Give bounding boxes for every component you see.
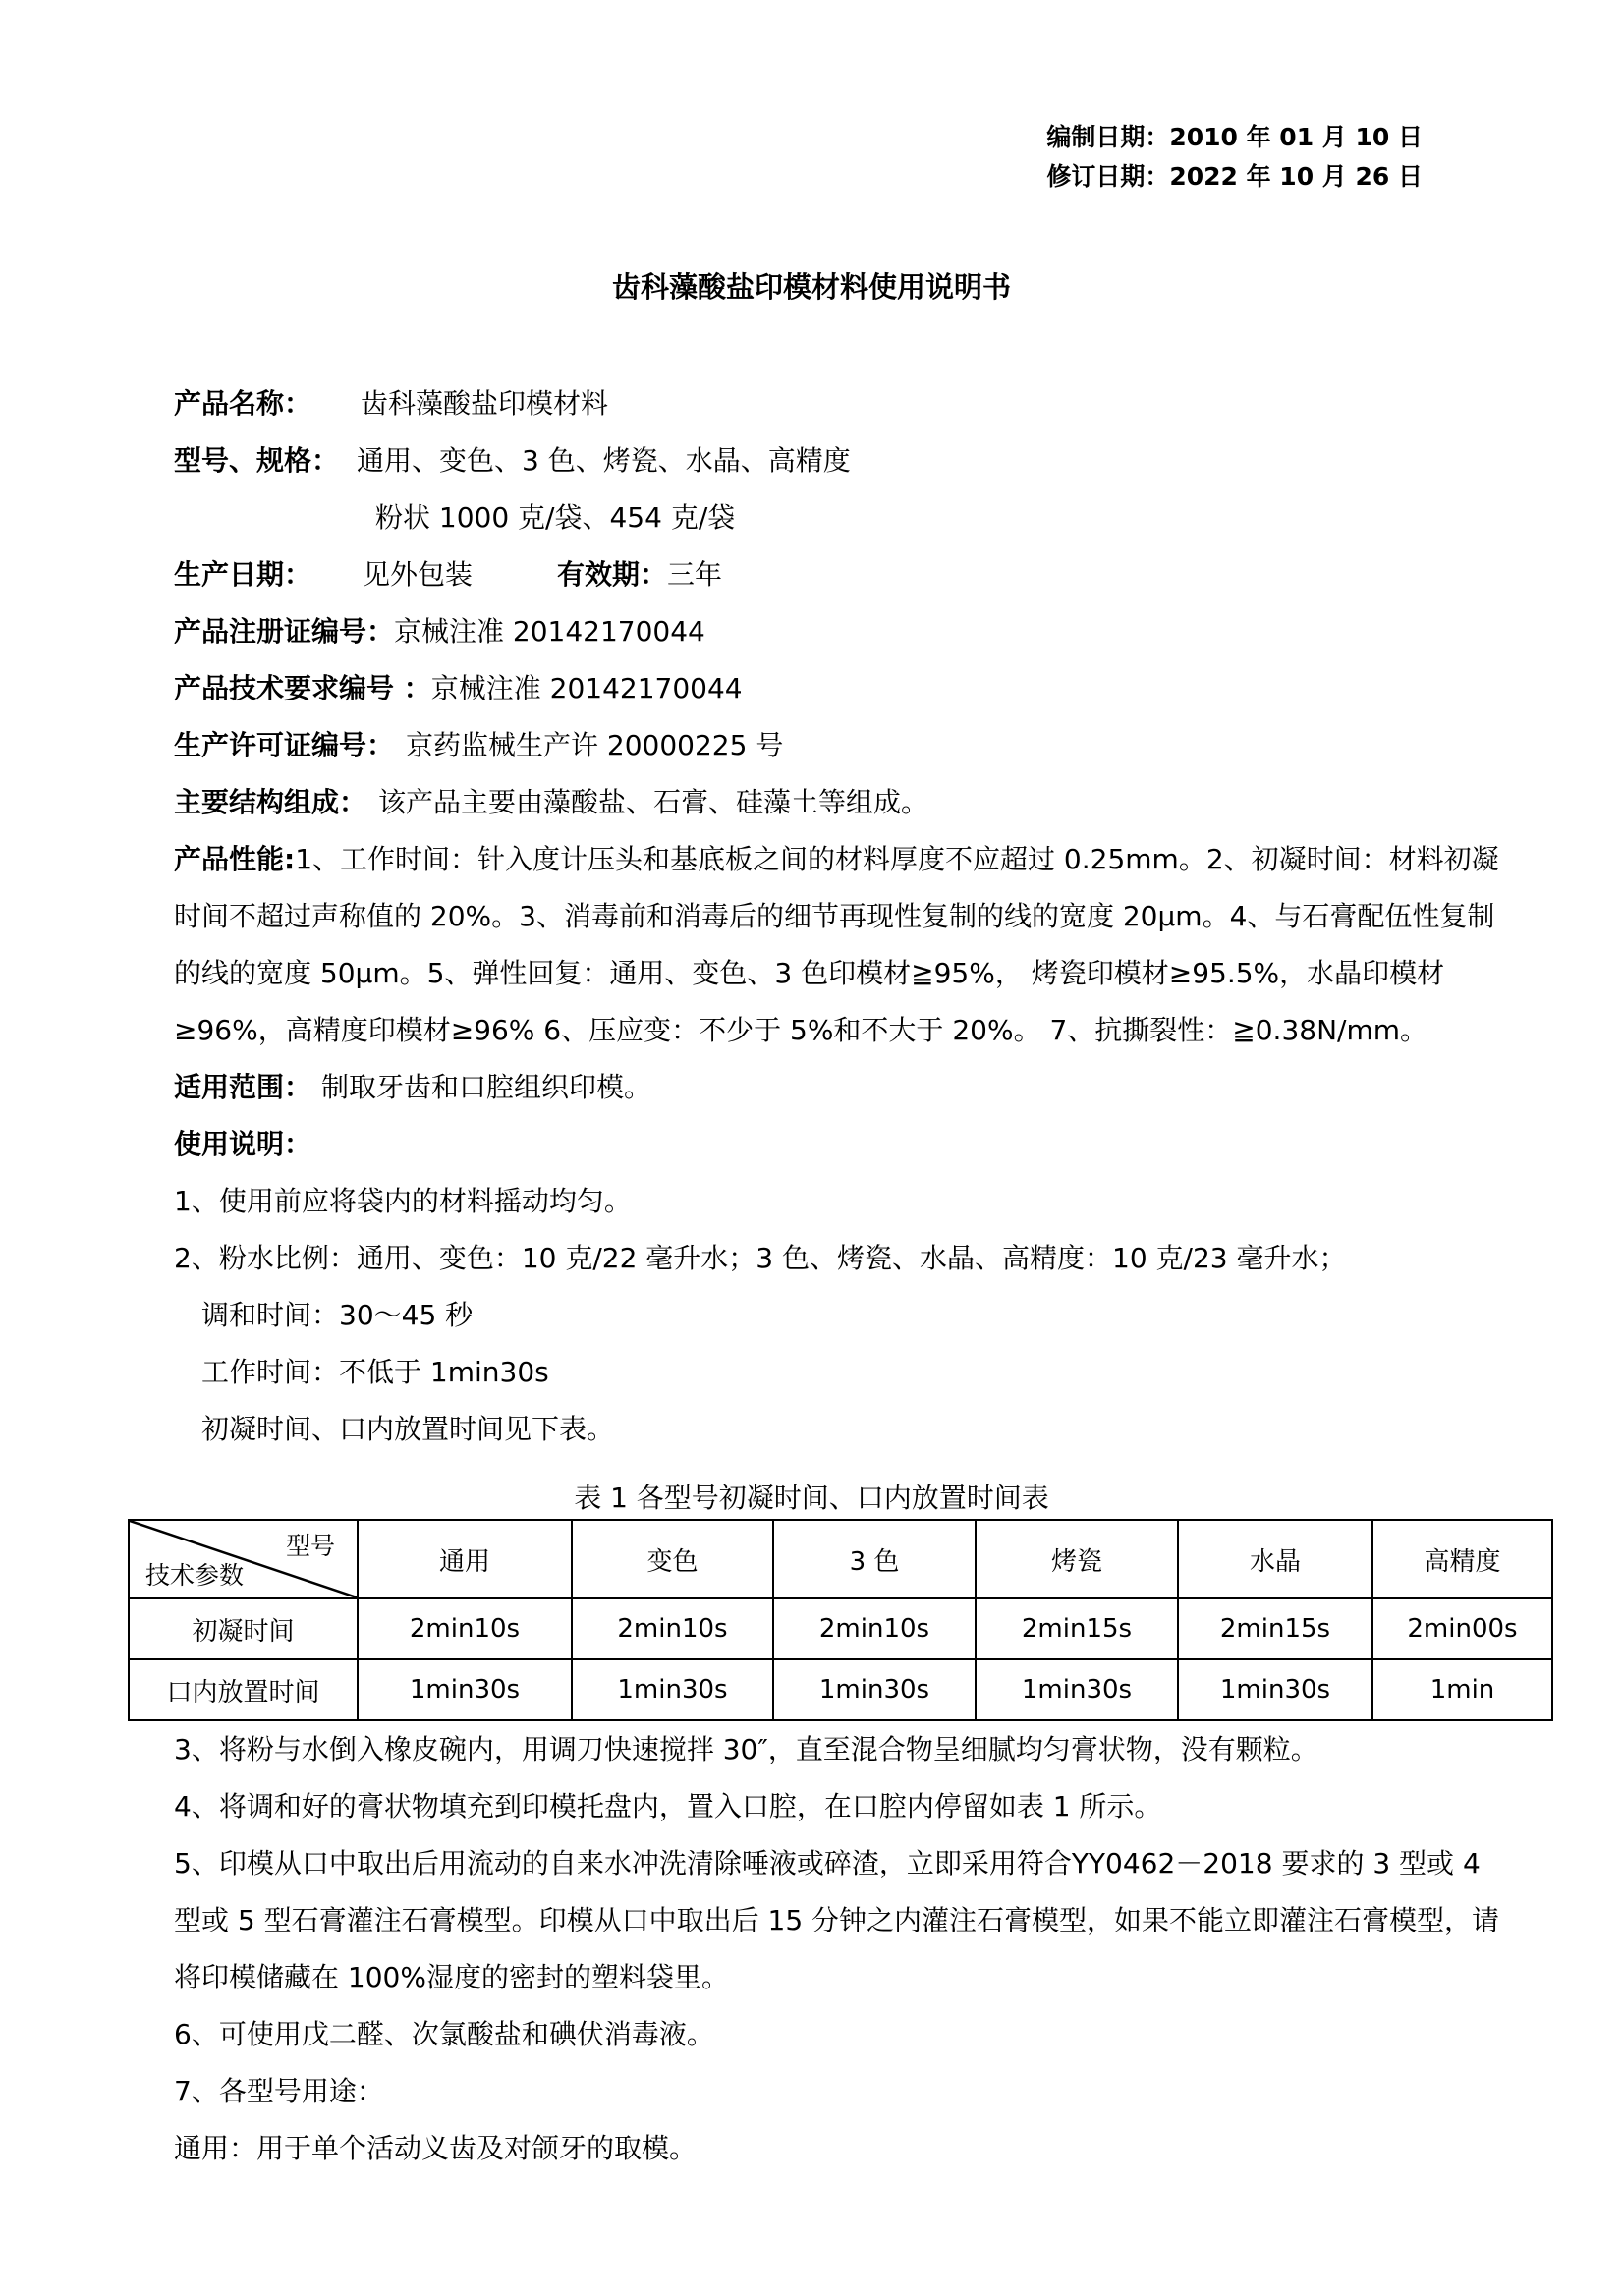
table-cell: 1min30s: [976, 1659, 1178, 1720]
scope-label: 适用范围：: [174, 1071, 312, 1103]
table-header-row: [129, 1520, 1552, 1598]
usage-step-4: 4、将调和好的膏状物填充到印模托盘内，置入口腔，在口腔内停留如表 1 所示。: [174, 1790, 1162, 1822]
table-cell: 2min10s: [358, 1598, 572, 1659]
col-header: 烤瓷: [976, 1520, 1178, 1598]
table-cell: 2min10s: [773, 1598, 976, 1659]
model-label: 型号、规格：: [174, 444, 340, 476]
performance-paragraph: [174, 831, 1510, 1059]
usage-step-1: 1、使用前应将袋内的材料摇动均匀。: [174, 1185, 632, 1217]
corner-param-label: 技术参数: [145, 1561, 245, 1590]
date-block: [1046, 118, 1423, 196]
usage-step-7: 7、各型号用途：: [174, 2075, 384, 2107]
scope-value: 制取牙齿和口腔组织印模。: [321, 1071, 652, 1103]
usage-step-3: 3、将粉与水倒入橡皮碗内，用调刀快速搅拌 30″，直至混合物呈细腻均匀膏状物，没有颗粒。: [174, 1733, 1318, 1765]
tech-line: [174, 660, 1510, 717]
product-name-line: [174, 375, 1510, 432]
reg-value: 京械注准 20142170044: [394, 615, 705, 647]
table-cell: 2min10s: [572, 1598, 773, 1659]
row-label: 口内放置时间: [129, 1659, 358, 1720]
usage-step-2c: 初凝时间、口内放置时间见下表。: [201, 1413, 615, 1445]
col-header: 3 色: [773, 1520, 976, 1598]
reg-line: [174, 603, 1510, 660]
usage-step-2a: 调和时间：30～45 秒: [201, 1299, 474, 1331]
tech-label: 产品技术要求编号 ：: [174, 672, 431, 704]
document-body-continued: [174, 1721, 1510, 2177]
table-cell: 2min00s: [1372, 1598, 1552, 1659]
table-caption: 表 1 各型号初凝时间、口内放置时间表: [574, 1482, 1049, 1514]
setting-time-table: [128, 1519, 1553, 1721]
validity-label: 有效期：: [557, 558, 668, 590]
table-corner-cell: [129, 1520, 358, 1598]
table-cell: 1min: [1372, 1659, 1552, 1720]
model-line: [174, 432, 1510, 489]
table-cell: 1min30s: [1178, 1659, 1372, 1720]
license-value: 京药监械生产许 20000225 号: [406, 729, 784, 761]
usage-step-6: 6、可使用戊二醛、次氯酸盐和碘伏消毒液。: [174, 2018, 714, 2050]
model-value: 通用、变色、3 色、烤瓷、水晶、高精度: [357, 444, 851, 476]
row-label: 初凝时间: [129, 1598, 358, 1659]
reg-label: 产品注册证编号：: [174, 615, 395, 647]
document-body: [174, 375, 1510, 1458]
compile-date: 编制日期：2010 年 01 月 10 日: [1046, 123, 1423, 151]
corner-model-label: 型号: [285, 1532, 335, 1560]
usage-step-2: 2、粉水比例：通用、变色：10 克/22 毫升水；3 色、烤瓷、水晶、高精度：10 克/23 毫升水；: [174, 1242, 1347, 1274]
table-cell: 1min30s: [358, 1659, 572, 1720]
product-name-value: 齿科藻酸盐印模材料: [361, 387, 609, 420]
document-title: 齿科藻酸盐印模材料使用说明书: [611, 270, 1011, 304]
tech-value: 京械注准 20142170044: [430, 672, 743, 704]
scope-line: [174, 1059, 1510, 1116]
col-header: 通用: [358, 1520, 572, 1598]
prod-date-label: 生产日期：: [174, 558, 312, 590]
spec-line: 粉状 1000 克/袋、454 克/袋: [375, 501, 736, 533]
usage-step-7a: 通用：用于单个活动义齿及对颌牙的取模。: [174, 2132, 698, 2164]
structure-value: 该产品主要由藻酸盐、石膏、硅藻土等组成。: [378, 786, 929, 818]
structure-label: 主要结构组成：: [174, 786, 367, 818]
table-row: [129, 1659, 1552, 1720]
col-header: 水晶: [1178, 1520, 1372, 1598]
col-header: 高精度: [1372, 1520, 1552, 1598]
usage-label: 使用说明：: [174, 1128, 312, 1160]
table-cell: 2min15s: [1178, 1598, 1372, 1659]
usage-step-5: 5、印模从口中取出后用流动的自来水冲洗清除唾液或碎渣，立即采用符合YY0462－2018 要求的 3 型或 4 型或 5 型石膏灌注石膏模型。印模从口中取出后 15 分钟之内灌注石膏模型，如果不能立即灌注石膏模型，请将印模储藏在 100%湿度的密封的塑料袋里。: [174, 1847, 1500, 1993]
validity-value: 三年: [667, 558, 723, 590]
revise-date: 修订日期：2022 年 10 月 26 日: [1046, 162, 1423, 191]
structure-line: [174, 774, 1510, 831]
col-header: 变色: [572, 1520, 773, 1598]
product-name-label: 产品名称：: [174, 387, 312, 420]
prod-date-value: 见外包装: [363, 558, 474, 590]
table-cell: 1min30s: [773, 1659, 976, 1720]
performance-label: 产品性能:: [174, 843, 296, 875]
license-line: [174, 717, 1510, 774]
date-validity-line: [174, 546, 1510, 603]
license-label: 生产许可证编号：: [174, 729, 395, 761]
table-cell: 1min30s: [572, 1659, 773, 1720]
performance-value: 1、工作时间：针入度计压头和基底板之间的材料厚度不应超过 0.25mm。2、初凝时间：材料初凝时间不超过声称值的 20%。3、消毒前和消毒后的细节再现性复制的线的宽度 20μm。4、与石膏配伍性复制的线的宽度 50μm。5、弹性回复：通用、变色、3 色印模材≧95%， 烤瓷印模材≥95.5%，水晶印模材≥96%，高精度印模材≥96% 6、压应变：不少于 5%和不大于 20%。 7、抗撕裂性：≧0.38N/mm。: [174, 843, 1499, 1046]
table-cell: 2min15s: [976, 1598, 1178, 1659]
table-row: [129, 1598, 1552, 1659]
usage-step-2b: 工作时间：不低于 1min30s: [201, 1356, 549, 1388]
